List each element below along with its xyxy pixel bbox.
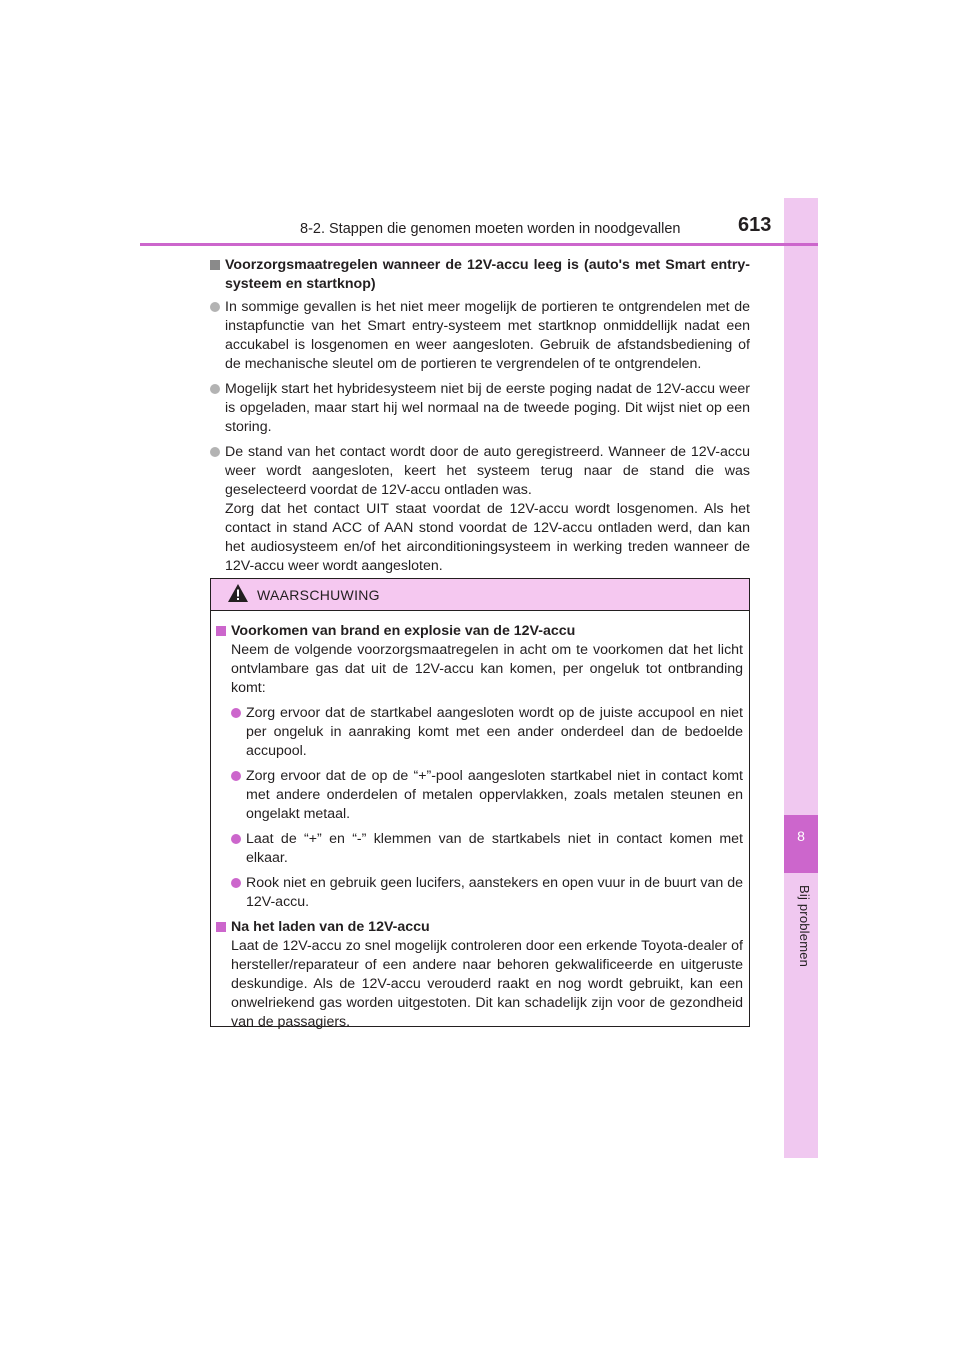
list-item: Mogelijk start het hybridesysteem niet bij de eerste poging nadat de 12V-accu weer is opgeladen, maar start hij wel normaal na de tweede poging. Dit wijst niet op een storing. bbox=[210, 380, 750, 437]
warning-box bbox=[210, 578, 750, 1030]
round-bullet-icon bbox=[210, 447, 220, 457]
list-item: In sommige gevallen is het niet meer mogelijk de portieren te ontgrendelen met de instapfunctie van het Smart entry-systeem met startknop onmiddellijk nadat een accukabel is losgenomen en weer aangesloten. Gebruik de afstandsbediening of de mechanische sleutel om de portieren te vergrendelen of te ontgrendelen. bbox=[210, 298, 750, 374]
round-bullet-icon bbox=[231, 834, 241, 844]
list-item: Rook niet en gebruik geen lucifers, aanstekers en open vuur in de buurt van de 12V-accu. bbox=[231, 874, 743, 912]
warning-bullet-list bbox=[216, 704, 743, 912]
section-title: 8-2. Stappen die genomen moeten worden in noodgevallen bbox=[300, 221, 681, 237]
warning-text: Laat de 12V-accu zo snel mogelijk controleren door een erkende Toyota-dealer of hersteller/reparateur of een andere naar behoren gekwalificeerde en uitgeruste deskundige. Als de 12V-accu verouderd raakt en nog wordt gebruikt, kan een onwelriekend gas worden uitgestoten. Dit kan schadelijk zijn voor de gezondheid van de passagiers. bbox=[231, 938, 743, 1030]
page-number: 613 bbox=[738, 214, 772, 236]
square-bullet-icon bbox=[216, 922, 226, 932]
list-item: De stand van het contact wordt door de auto geregistreerd. Wanneer de 12V-accu weer wordt aangesloten, keert het systeem terug naar de stand die was geselecteerd voordat de 12V-accu ontladen was. Zorg dat het contact UIT staat voordat de 12V-accu wordt losgenomen. Als het contact in stand ACC of AAN stond voordat de 12V-accu ontladen werd, dan kan het audiosysteem en/of het airconditioningsysteem in werking treden wanneer de 12V-accu weer wordt aangesloten. bbox=[210, 443, 750, 576]
header-divider bbox=[140, 243, 818, 246]
main-content bbox=[210, 256, 750, 582]
list-item: Laat de “+” en “-” klemmen van de startkabels niet in contact komen met elkaar. bbox=[231, 830, 743, 868]
list-item: Zorg ervoor dat de op de “+”-pool aangesloten startkabel niet in contact komt met andere onderdelen of metalen oppervlakken, zoals metalen steunen en ongelakt metaal. bbox=[231, 767, 743, 824]
chapter-title: Bij problemen bbox=[797, 885, 812, 968]
list-item: Zorg ervoor dat de startkabel aangesloten wordt op de juiste accupool en niet per ongeluk in aanraking komt met een ander onderdeel dan de bedoelde accupool. bbox=[231, 704, 743, 761]
square-bullet-icon bbox=[210, 260, 220, 270]
bullet-list bbox=[210, 298, 750, 576]
chapter-side-tab bbox=[784, 198, 818, 1158]
warning-triangle-icon bbox=[227, 583, 249, 603]
warning-section-heading: Na het laden van de 12V-accu bbox=[216, 918, 743, 937]
warning-header bbox=[211, 579, 749, 611]
section-heading: Voorzorgsmaatregelen wanneer de 12V-accu leeg is (auto's met Smart entry-systeem en startknop) bbox=[210, 256, 750, 294]
chapter-number: 8 bbox=[797, 828, 805, 844]
chapter-number-tab bbox=[784, 815, 818, 873]
warning-intro: Neem de volgende voorzorgsmaatregelen in acht om te voorkomen dat het licht ontvlambare gas dat uit de 12V-accu kan komen, per ongeluk tot ontbranding komt: bbox=[231, 642, 743, 696]
warning-title: WAARSCHUWING bbox=[257, 587, 380, 603]
list-item-extra: Zorg dat het contact UIT staat voordat de 12V-accu wordt losgenomen. Als het contact in stand ACC of AAN stond voordat de 12V-accu ontladen werd, dan kan het audiosysteem en/of het airconditioningsysteem in werking treden wanneer de 12V-accu weer wordt aangesloten. bbox=[225, 501, 750, 574]
round-bullet-icon bbox=[231, 771, 241, 781]
round-bullet-icon bbox=[210, 302, 220, 312]
round-bullet-icon bbox=[210, 384, 220, 394]
round-bullet-icon bbox=[231, 878, 241, 888]
warning-section-heading: Voorkomen van brand en explosie van de 12V-accu bbox=[216, 622, 743, 641]
round-bullet-icon bbox=[231, 708, 241, 718]
square-bullet-icon bbox=[216, 626, 226, 636]
warning-body bbox=[211, 611, 749, 1032]
